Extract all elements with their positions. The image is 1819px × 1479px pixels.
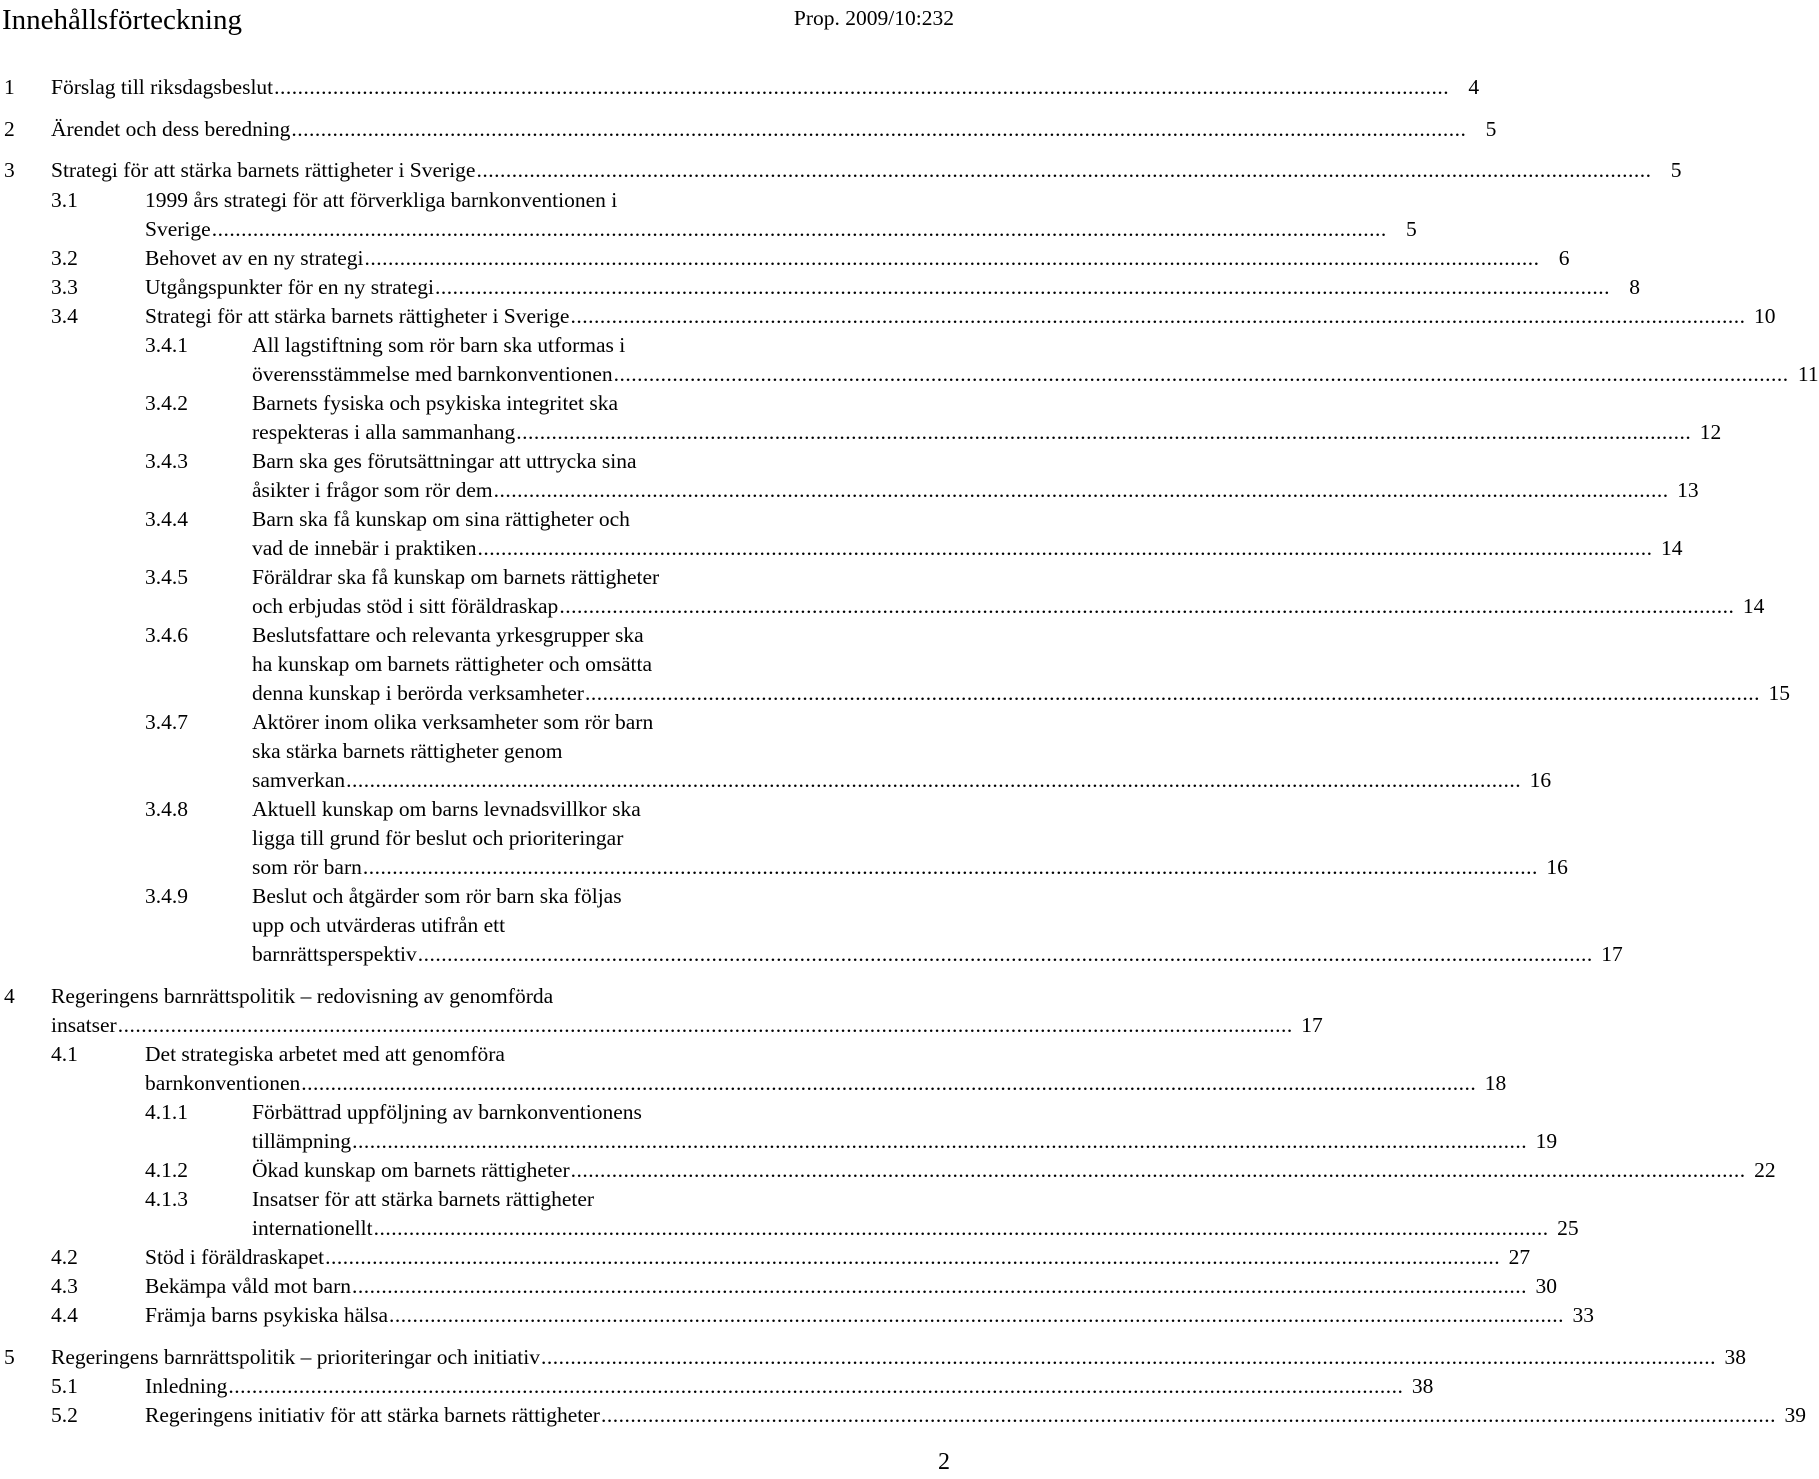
toc-page-number: 14: [1660, 536, 1683, 560]
page-number: 2: [938, 1449, 950, 1475]
dot-leader: ........................................................................................................................................................................................................: [301, 1071, 1477, 1095]
toc-entry-title: Insatser för att stärka barnets rättigheter: [252, 1187, 595, 1211]
toc-entry-title: Regeringens initiativ för att stärka barnets rättigheter: [145, 1403, 600, 1427]
dot-leader: ........................................................................................................................................................................................................: [417, 942, 1593, 966]
dot-leader: ........................................................................................................................................................................................................: [570, 1158, 1746, 1182]
toc-page-number: 10: [1753, 304, 1776, 328]
toc-line: [4, 982, 742, 1011]
toc-line: [51, 1069, 1507, 1098]
toc-page-number: 8: [1629, 275, 1640, 299]
toc-line: [145, 563, 742, 592]
toc-entry-title: Aktuell kunskap om barns levnadsvillkor ska: [252, 797, 641, 821]
toc-entry-title: ligga till grund för beslut och prioriteringar: [252, 826, 624, 850]
dot-leader: ........................................................................................................................................................................................................: [541, 1345, 1716, 1369]
toc-page-number: 5: [1485, 117, 1497, 141]
toc-entry-title: Utgångspunkter för en ny strategi: [145, 275, 434, 299]
toc-line: [145, 766, 1552, 795]
toc-entry-title: respekteras i alla sammanhang: [252, 420, 516, 444]
toc-page-number: 27: [1508, 1245, 1531, 1269]
toc-line: [4, 1343, 1746, 1372]
toc-line: [145, 389, 742, 418]
toc-entry-title: Ärendet och dess beredning: [51, 117, 291, 141]
dot-leader: ........................................................................................................................................................................................................: [477, 536, 1653, 560]
toc-entry-number: 3.4.4: [145, 507, 188, 531]
toc-entry-number: 4.1.1: [145, 1100, 188, 1124]
dot-leader: ........................................................................................................................................................................................................: [325, 1245, 1501, 1269]
toc-entry-title: ska stärka barnets rättigheter genom: [252, 739, 563, 763]
toc-line: [51, 1040, 742, 1069]
toc-entry-title: Föräldrar ska få kunskap om barnets rättigheter: [252, 565, 660, 589]
toc-entry-title: Det strategiska arbetet med att genomföra: [145, 1042, 505, 1066]
toc-entry-title: Strategi för att stärka barnets rättigheter i Sverige: [145, 304, 570, 328]
toc-line: [51, 1301, 1595, 1330]
toc-entry-title: denna kunskap i berörda verksamheter: [252, 681, 584, 705]
toc-entry-number: 3.4.8: [145, 797, 188, 821]
dot-leader: ........................................................................................................................................................................................................: [476, 158, 1652, 182]
toc-page-number: 13: [1677, 478, 1699, 502]
dot-leader: ........................................................................................................................................................................................................: [389, 1303, 1565, 1327]
toc-entry-title: Främja barns psykiska hälsa: [145, 1303, 389, 1327]
toc-page-number: 17: [1301, 1013, 1323, 1037]
toc-line: [51, 1401, 1806, 1430]
toc-line: [51, 1372, 1434, 1401]
toc-line: [51, 302, 1776, 331]
toc-entry-number: 3.4.5: [145, 565, 188, 589]
toc-entry-title: Barnets fysiska och psykiska integritet ska: [252, 391, 619, 415]
dot-leader: ........................................................................................................................................................................................................: [516, 420, 1692, 444]
toc-entry-title: Strategi för att stärka barnets rättigheter i Sverige: [51, 158, 476, 182]
toc-page-number: 16: [1529, 768, 1552, 792]
toc-line: [145, 795, 742, 824]
dot-leader: ........................................................................................................................................................................................................: [362, 855, 1538, 879]
toc-line: [51, 273, 1640, 302]
toc-page-number: 19: [1535, 1129, 1558, 1153]
toc-page-number: 38: [1411, 1374, 1434, 1398]
toc-line: [145, 331, 742, 360]
toc-entry-title: Aktörer inom olika verksamheter som rör barn: [252, 710, 654, 734]
toc-entry-title: internationellt: [252, 1216, 373, 1240]
toc-entry-title: Bekämpa våld mot barn: [145, 1274, 351, 1298]
toc-entry-number: 5.2: [51, 1403, 78, 1427]
dot-leader: ........................................................................................................................................................................................................: [117, 1013, 1293, 1037]
toc-entry-title: 1999 års strategi för att förverkliga barnkonventionen i: [145, 188, 618, 212]
toc-line: [145, 505, 742, 534]
toc-page-number: 15: [1768, 681, 1790, 705]
toc-page-number: 16: [1546, 855, 1568, 879]
toc-entry-title: Regeringens barnrättspolitik – redovisning av genomförda: [51, 984, 554, 1008]
toc-entry-number: 3.3: [51, 275, 78, 299]
toc-line: [145, 911, 742, 940]
toc-entry-title: och erbjudas stöd i sitt föräldraskap: [252, 594, 559, 618]
toc-page-number: 30: [1535, 1274, 1557, 1298]
toc-page-number: 5: [1405, 217, 1417, 241]
toc-entry-number: 3.1: [51, 188, 78, 212]
toc-line: [145, 1127, 1558, 1156]
toc-line: [4, 115, 1497, 144]
toc-entry-number: 4.1.3: [145, 1187, 188, 1211]
toc-entry-title: Stöd i föräldraskapet: [145, 1245, 325, 1269]
toc-line: [145, 1156, 1776, 1185]
toc-entry-title: överensstämmelse med barnkonventionen: [252, 362, 613, 386]
dot-leader: ........................................................................................................................................................................................................: [211, 217, 1387, 241]
toc-entry-number: 4.1: [51, 1042, 78, 1066]
toc-page-number: 22: [1754, 1158, 1776, 1182]
toc-entry-number: 3.4.9: [145, 884, 188, 908]
toc-line: [145, 621, 742, 650]
toc-line: [145, 650, 742, 679]
toc-entry-number: 4.2: [51, 1245, 78, 1269]
toc-entry-number: 3.4: [51, 304, 78, 328]
toc-line: [51, 215, 1417, 244]
toc-entry-title: Beslutsfattare och relevanta yrkesgrupper ska: [252, 623, 644, 647]
toc-page-number: 12: [1699, 420, 1722, 444]
toc-entry-title: samverkan: [252, 768, 346, 792]
dot-leader: ........................................................................................................................................................................................................: [559, 594, 1735, 618]
toc-entry-number: 3: [4, 158, 15, 182]
toc-page-number: 4: [1468, 75, 1480, 99]
toc-entry-title: tillämpning: [252, 1129, 352, 1153]
toc-entry-title: upp och utvärderas utifrån ett: [252, 913, 506, 937]
toc-line: [145, 1185, 742, 1214]
dot-leader: ........................................................................................................................................................................................................: [613, 362, 1789, 386]
toc-entry-number: 3.4.3: [145, 449, 188, 473]
toc-entry-title: Barn ska få kunskap om sina rättigheter och: [252, 507, 630, 531]
toc-entry-title: som rör barn: [252, 855, 362, 879]
toc-entry-number: 1: [4, 75, 15, 99]
dot-leader: ........................................................................................................................................................................................................: [373, 1216, 1549, 1240]
toc-entry-title: Behovet av en ny strategi: [145, 246, 364, 270]
toc-entry-title: barnrättsperspektiv: [252, 942, 417, 966]
toc-entry-number: 3.4.1: [145, 333, 188, 357]
dot-leader: ........................................................................................................................................................................................................: [352, 1129, 1528, 1153]
dot-leader: ........................................................................................................................................................................................................: [351, 1274, 1527, 1298]
toc-line: [145, 737, 742, 766]
toc-page-number: 33: [1572, 1303, 1595, 1327]
dot-leader: ........................................................................................................................................................................................................: [228, 1374, 1404, 1398]
toc-page-number: 5: [1670, 158, 1682, 182]
toc-line: [145, 1214, 1579, 1243]
dot-leader: ........................................................................................................................................................................................................: [274, 75, 1450, 99]
toc-entry-title: ha kunskap om barnets rättigheter och omsätta: [252, 652, 653, 676]
toc-line: [145, 360, 1819, 389]
toc-line: [51, 1243, 1531, 1272]
toc-page-number: 17: [1601, 942, 1623, 966]
toc-entry-number: 4: [4, 984, 15, 1008]
toc-header-title: Innehållsförteckning: [2, 4, 242, 36]
toc-line: [145, 592, 1765, 621]
toc-entry-title: Barn ska ges förutsättningar att uttrycka sina: [252, 449, 637, 473]
toc-page-number: 11: [1797, 362, 1819, 386]
toc-entry-title: Ökad kunskap om barnets rättigheter: [252, 1158, 570, 1182]
toc-line: [4, 1011, 1323, 1040]
toc-page-number: 39: [1784, 1403, 1806, 1427]
toc-line: [145, 418, 1722, 447]
proposition-number: Prop. 2009/10:232: [793, 6, 954, 30]
dot-leader: ........................................................................................................................................................................................................: [493, 478, 1669, 502]
dot-leader: ........................................................................................................................................................................................................: [570, 304, 1746, 328]
toc-entry-title: barnkonventionen: [145, 1071, 301, 1095]
toc-line: [145, 679, 1790, 708]
toc-entry-number: 5: [4, 1345, 15, 1369]
toc-page-number: 6: [1558, 246, 1570, 270]
toc-line: [145, 476, 1699, 505]
toc-line: [51, 244, 1570, 273]
toc-line: [145, 1098, 742, 1127]
dot-leader: ........................................................................................................................................................................................................: [584, 681, 1760, 705]
toc-entry-title: Förbättrad uppföljning av barnkonventionens: [252, 1100, 642, 1124]
toc-entry-title: vad de innebär i praktiken: [252, 536, 477, 560]
toc-entry-number: 3.4.7: [145, 710, 188, 734]
dot-leader: ........................................................................................................................................................................................................: [364, 246, 1540, 270]
toc-entry-number: 5.1: [51, 1374, 78, 1398]
dot-leader: ........................................................................................................................................................................................................: [600, 1403, 1776, 1427]
toc-entry-number: 4.4: [51, 1303, 78, 1327]
toc-entry-number: 3.4.2: [145, 391, 188, 415]
toc-entry-number: 2: [4, 117, 15, 141]
toc-line: [51, 1272, 1557, 1301]
toc-entry-number: 3.4.6: [145, 623, 188, 647]
toc-entry-title: Sverige: [145, 217, 211, 241]
toc-line: [145, 882, 742, 911]
toc-page-number: 14: [1742, 594, 1765, 618]
dot-leader: ........................................................................................................................................................................................................: [346, 768, 1522, 792]
toc-entry-title: insatser: [51, 1013, 117, 1037]
dot-leader: ........................................................................................................................................................................................................: [434, 275, 1610, 299]
toc-page-number: 18: [1484, 1071, 1507, 1095]
toc-line: [4, 73, 1480, 102]
toc-page-number: 38: [1724, 1345, 1746, 1369]
toc-line: [145, 534, 1683, 563]
toc-entry-title: åsikter i frågor som rör dem: [252, 478, 493, 502]
toc-entry-title: Inledning: [145, 1374, 228, 1398]
toc-line: [145, 447, 742, 476]
toc-entry-title: Regeringens barnrättspolitik – prioriteringar och initiativ: [51, 1345, 540, 1369]
toc-entry-title: Beslut och åtgärder som rör barn ska följas: [252, 884, 622, 908]
toc-entry-number: 3.2: [51, 246, 78, 270]
toc-line: [145, 708, 742, 737]
dot-leader: ........................................................................................................................................................................................................: [291, 117, 1467, 141]
toc-line: [51, 186, 742, 215]
toc-line: [145, 940, 1623, 969]
toc-entry-number: 4.3: [51, 1274, 78, 1298]
toc-entry-title: All lagstiftning som rör barn ska utformas i: [252, 333, 626, 357]
toc-page-number: 25: [1557, 1216, 1579, 1240]
toc-entry-title: Förslag till riksdagsbeslut: [51, 75, 274, 99]
toc-line: [145, 853, 1568, 882]
toc-line: [145, 824, 742, 853]
toc-entry-number: 4.1.2: [145, 1158, 188, 1182]
toc-line: [4, 156, 1682, 185]
